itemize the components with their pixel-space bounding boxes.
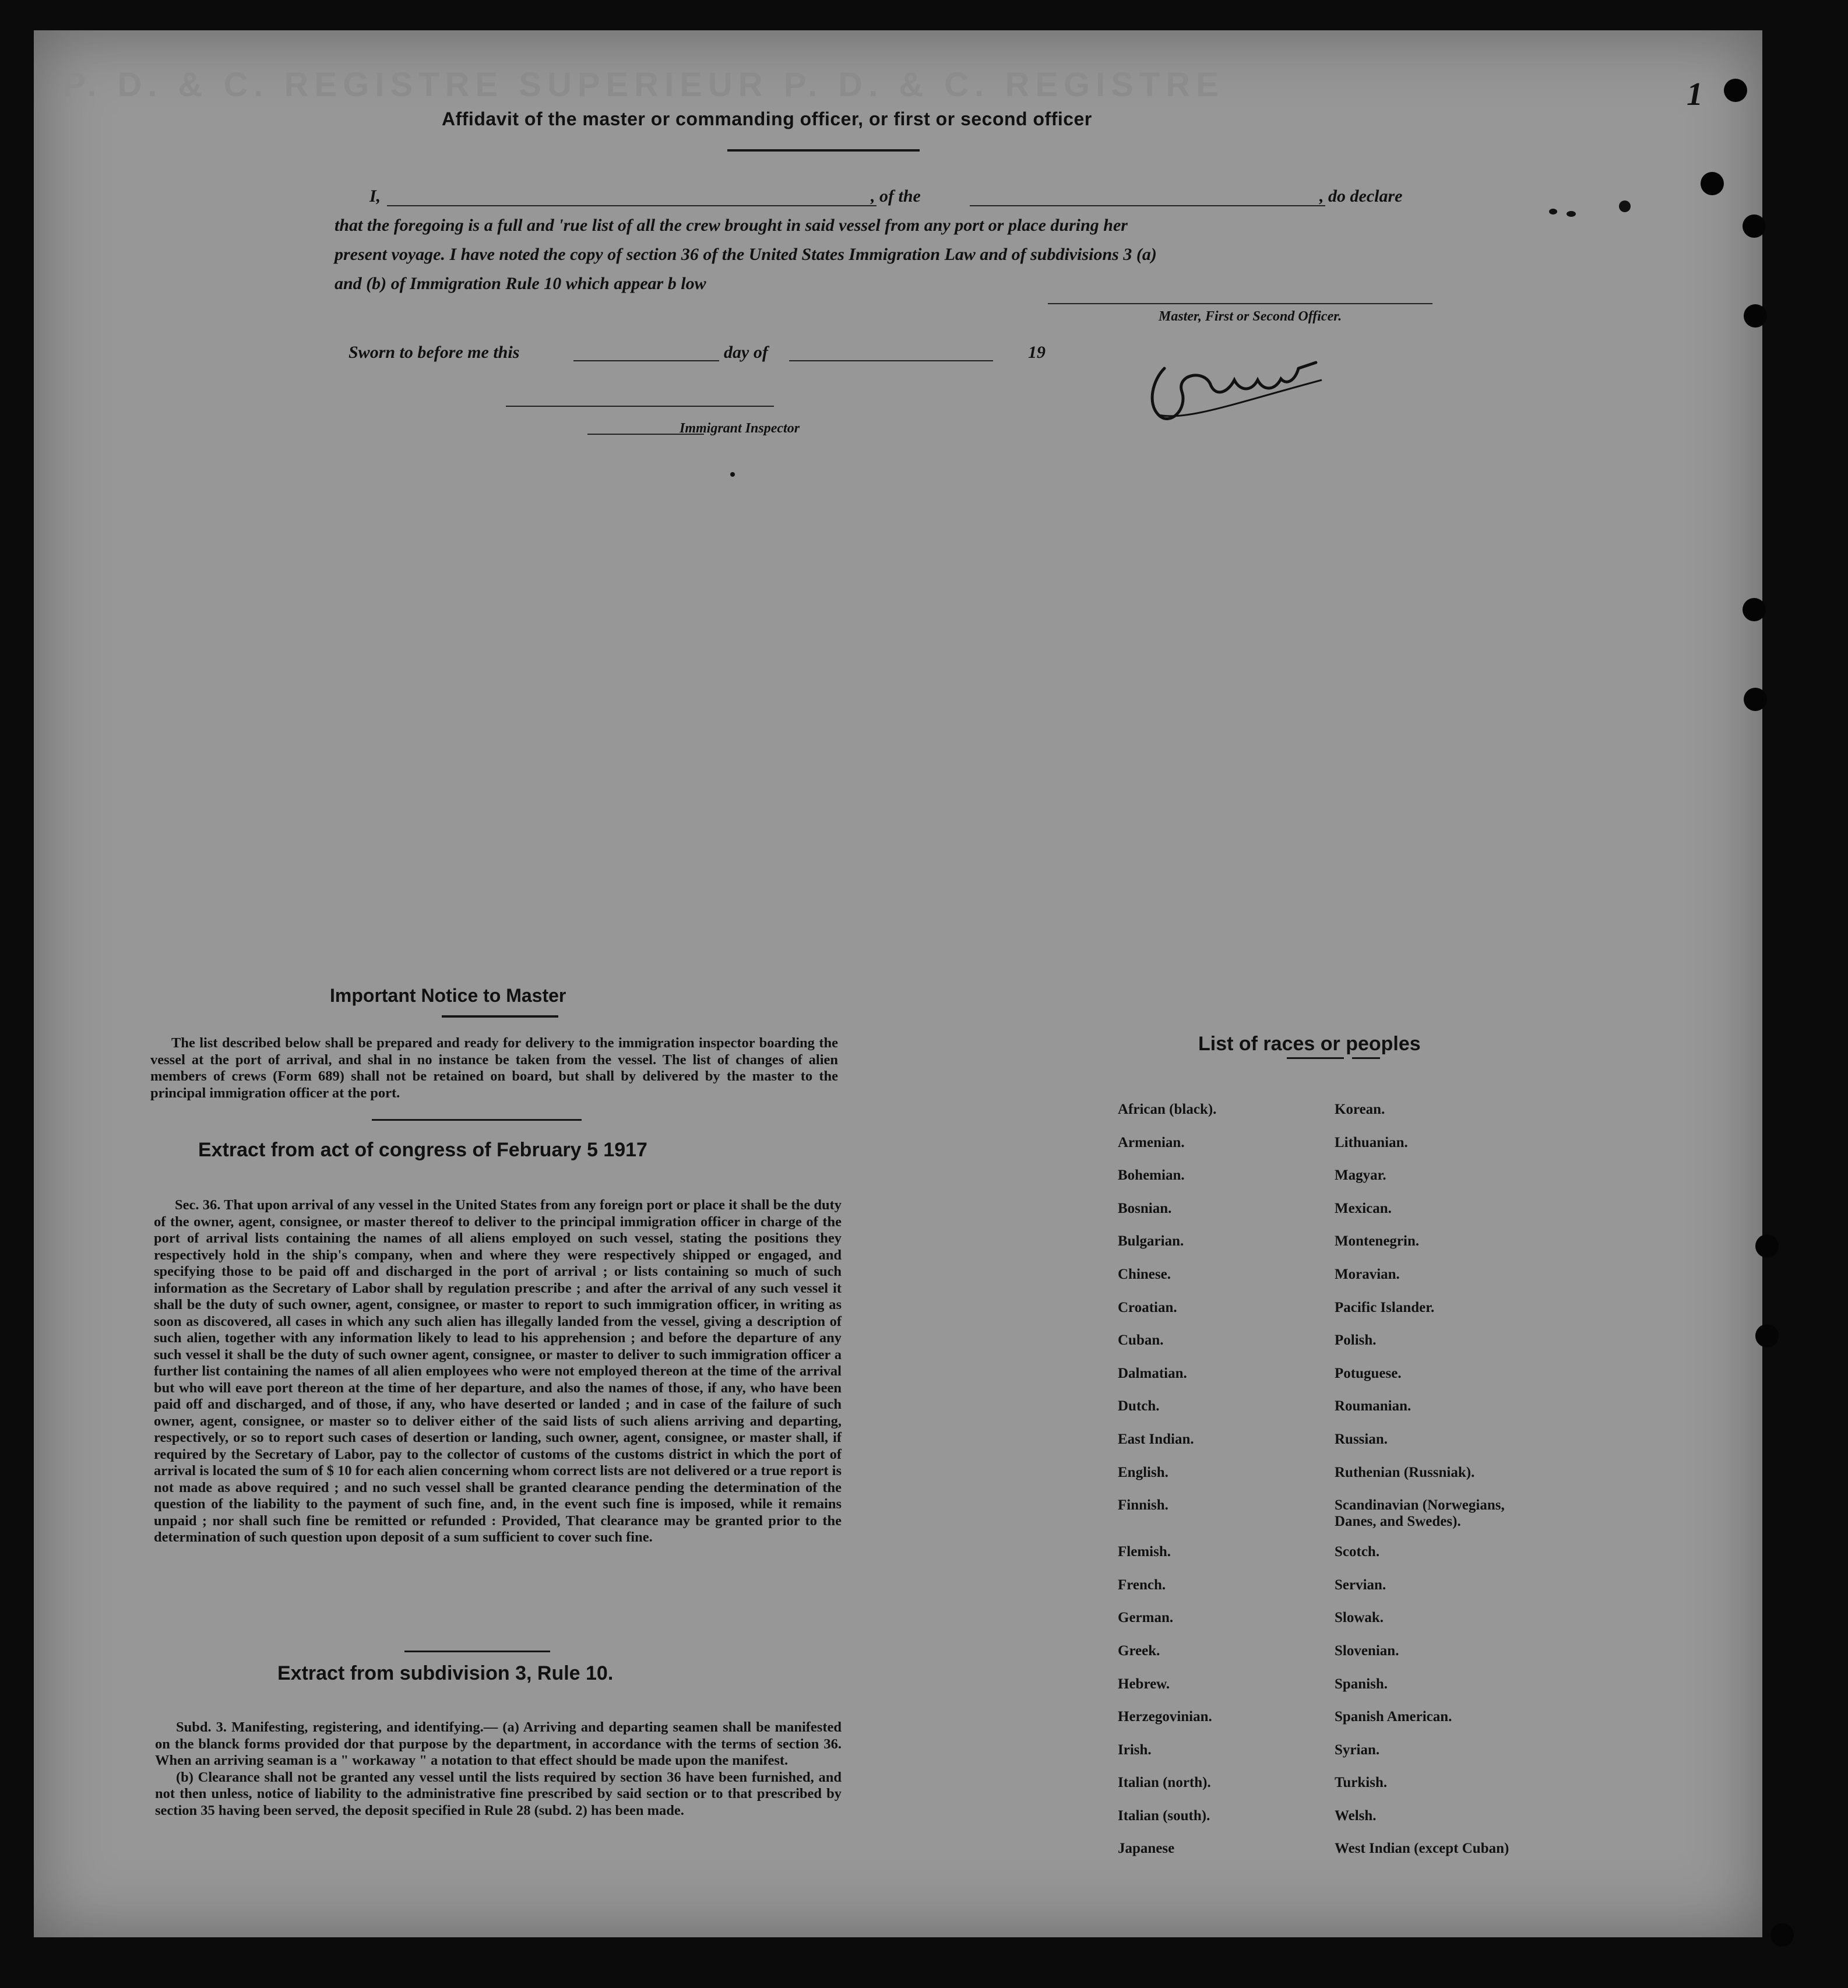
race-row — [1118, 1465, 1596, 1498]
affidavit-declare-label: , do declare — [1319, 187, 1403, 206]
race-right: Polish. — [1335, 1332, 1377, 1349]
rule-title: Extract from subdivision 3, Rule 10. — [277, 1662, 614, 1684]
race-right: Roumanian. — [1335, 1398, 1411, 1415]
race-right: Ruthenian (Russniak). — [1335, 1464, 1475, 1480]
race-left: Italian (south). — [1118, 1807, 1210, 1824]
act-paragraph: Sec. 36. That upon arrival of any vessel in the United States from any foreign port or place it shall be the duty of the owner, agent, consignee, or master thereof to deliver to the principal immigration officer in charge of the port of arrival lists containing the names of all aliens employed on such vessel, stating the positions they respectively hold in the ship's company, when and where they were respectively shipped or engaged, and specifying those to be paid off and discharged in the port of arrival ; or lists containing so much of such information as the Secretary of Labor shall by regulation prescribe ; and after the arrival of any such vessel it shall be the duty of such owner, agent, consignee, or master to report to such immigration officer, in writing as soon as discovered, all cases in which any such alien has illegally landed from the vessel, giving a description of such alien, together with any information likely to lead to his apprehension ; and before the departure of any such vessel it shall be the duty of such owner agent, consignee, or master to deliver to such immigration officer a further list containing the names of all alien employees who were not employed thereon at the time of the arrival but who will eave port thereon at the time of her departure, and also the names of those, if any, who have been paid off and discharged, and of those, if any, who have deserted or landed ; and in case of the failure of such owner, agent, consignee, or master so to deliver either of the said lists of such aliens arriving and departing, respectively, or so to report such cases of desertion or landing, such owner, agent, consignee, or master shall, if required by the Secretary of Labor, pay to the collector of customs of the customs district in which the port of arrival is located the sum of $ 10 for each alien concerning whom correct lists are not delivered or a true report is not made as above required ; and no such vessel shall be granted clearance pending the determination of the question of the liability to the payment of such fine, and, in the event such fine is imposed, while it remains unpaid ; nor shall such fine be remitted or refunded : Provided, That clearance may be granted prior to the determination of such question upon deposit of a sum sufficient to cover such fine. — [154, 1197, 842, 1545]
races-list — [1118, 1102, 1596, 1874]
race-right: Magyar. — [1335, 1167, 1386, 1184]
act-rule — [404, 1651, 550, 1652]
race-left: Cuban. — [1118, 1332, 1164, 1349]
race-left: Flemish. — [1118, 1544, 1171, 1560]
master-signature-line — [1048, 303, 1432, 304]
race-row — [1118, 1332, 1596, 1366]
race-right: Korean. — [1335, 1102, 1385, 1117]
race-right: Lithuanian. — [1335, 1134, 1408, 1150]
race-right: Scandinavian (Norwegians, Danes, and Swedes). — [1335, 1497, 1505, 1530]
race-row — [1118, 1577, 1596, 1610]
race-row — [1118, 1431, 1596, 1465]
punch-hole — [1743, 598, 1766, 621]
signature-text — [1194, 368, 1287, 409]
notice-title-rule — [442, 1015, 558, 1018]
races-title: List of races or peoples — [1198, 1033, 1421, 1055]
affidavit-of-the-label: , of the — [871, 187, 921, 206]
affidavit-line-1 — [335, 187, 1442, 210]
race-right: Turkish. — [1335, 1775, 1388, 1791]
race-left: Armenian. — [1118, 1134, 1185, 1150]
handwritten-signature — [1141, 345, 1333, 444]
race-right: Spanish. — [1335, 1676, 1388, 1692]
race-row — [1118, 1709, 1596, 1742]
rule-paragraph-b: (b) Clearance shall not be granted any vessel until the lists required by section 36 have been furnished, and not then unless, notice of liability to the administrative fine prescribed by said section or to that prescribed by section 35 having been served, the deposit specified in Rule 28 (subd. 2) has been made. — [155, 1769, 842, 1818]
inspector-signature-line — [506, 406, 774, 407]
race-right: Mexican. — [1335, 1200, 1392, 1216]
notice-title: Important Notice to Master — [330, 985, 566, 1006]
race-right: Montenegrin. — [1335, 1233, 1420, 1250]
ink-speck — [730, 472, 735, 477]
race-row — [1118, 1808, 1596, 1841]
race-left: African (black). — [1118, 1102, 1217, 1117]
race-right: Spanish American. — [1335, 1709, 1452, 1725]
race-right: Slovenian. — [1335, 1642, 1399, 1659]
punch-hole — [1755, 1234, 1779, 1258]
race-row — [1118, 1775, 1596, 1808]
manifest-page — [34, 30, 1762, 1937]
race-right: West Indian (except Cuban) — [1335, 1841, 1509, 1857]
ink-speck — [1549, 209, 1557, 214]
punch-hole — [1724, 79, 1747, 102]
race-left: Dalmatian. — [1118, 1365, 1187, 1381]
ink-speck — [1567, 211, 1576, 217]
punch-hole — [1770, 1923, 1794, 1947]
race-right: Russian. — [1335, 1431, 1388, 1447]
notice-text — [150, 1035, 838, 1102]
race-right: Scotch. — [1335, 1544, 1380, 1560]
master-label: Master, First or Second Officer. — [1159, 309, 1342, 324]
race-row — [1118, 1233, 1596, 1266]
race-row — [1118, 1398, 1596, 1431]
act-title: Extract from act of congress of February 5 1917 — [198, 1139, 647, 1161]
race-left: East Indian. — [1118, 1431, 1194, 1447]
race-left: Croatian. — [1118, 1299, 1177, 1315]
act-text — [154, 1197, 842, 1546]
race-left: Dutch. — [1118, 1398, 1160, 1415]
punch-hole — [1744, 688, 1767, 711]
race-row — [1118, 1201, 1596, 1234]
race-left: Finnish. — [1118, 1497, 1168, 1514]
race-row — [1118, 1497, 1596, 1544]
affidavit-line-2: that the foregoing is a full and 'rue list of all the crew brought in said vessel from any port or place during her — [335, 216, 1128, 235]
notice-paragraph: The list described below shall be prepared and ready for delivery to the immigration inspector boarding the vessel at the port of arrival, and shal in no instance be taken from the vessel. The list of changes of alien members of crews (Form 689) shall not be retained on board, but shall by delivered by the master to the principal immigration officer at the port. — [150, 1035, 838, 1101]
race-row — [1118, 1167, 1596, 1201]
race-left: Bulgarian. — [1118, 1233, 1184, 1250]
rule-text — [155, 1719, 842, 1819]
sworn-day-blank — [573, 360, 719, 361]
race-left: Bohemian. — [1118, 1167, 1185, 1184]
race-left: German. — [1118, 1610, 1174, 1626]
race-right: Moravian. — [1335, 1266, 1400, 1282]
punch-hole — [1743, 214, 1766, 238]
race-left: English. — [1118, 1464, 1168, 1480]
race-right: Pacific Islander. — [1335, 1299, 1435, 1315]
races-title-rule-2 — [1352, 1057, 1380, 1059]
affidavit-i-label: I, — [369, 187, 381, 206]
race-right: Slowak. — [1335, 1610, 1384, 1626]
race-left: Herzegovinian. — [1118, 1709, 1212, 1725]
sworn-line — [349, 343, 1106, 366]
inspector-label: Immigrant Inspector — [680, 421, 800, 436]
race-left: French. — [1118, 1577, 1166, 1593]
race-left: Japanese — [1118, 1841, 1175, 1857]
race-row — [1118, 1135, 1596, 1168]
punch-hole — [1744, 304, 1767, 328]
ink-speck — [1619, 200, 1631, 212]
bleed-through-text: P. D. & C. REGISTRE SUPERIEUR P. D. & C. REGISTRE — [63, 66, 1224, 104]
race-row — [1118, 1742, 1596, 1775]
race-row — [1118, 1366, 1596, 1399]
page-number: 1 — [1687, 76, 1703, 112]
year-prefix: 19 — [1028, 343, 1046, 362]
affidavit-title-rule — [727, 149, 920, 152]
punch-hole — [1755, 1324, 1779, 1347]
race-left: Bosnian. — [1118, 1200, 1172, 1216]
race-right: Potuguese. — [1335, 1365, 1402, 1381]
notice-rule — [372, 1119, 582, 1121]
race-row — [1118, 1300, 1596, 1333]
race-row — [1118, 1102, 1596, 1135]
race-row — [1118, 1676, 1596, 1709]
race-row — [1118, 1841, 1596, 1874]
sworn-month-blank — [789, 360, 993, 361]
race-row — [1118, 1610, 1596, 1643]
race-row — [1118, 1544, 1596, 1577]
races-title-rule-1 — [1287, 1057, 1344, 1059]
race-left: Italian (north). — [1118, 1775, 1211, 1791]
vessel-blank — [970, 205, 1325, 206]
race-row — [1118, 1643, 1596, 1676]
punch-hole — [1701, 172, 1724, 195]
race-left: Irish. — [1118, 1741, 1152, 1758]
race-right: Servian. — [1335, 1577, 1386, 1593]
race-left: Hebrew. — [1118, 1676, 1170, 1692]
race-right: Syrian. — [1335, 1741, 1380, 1758]
name-blank — [387, 205, 877, 206]
sworn-label: Sworn to before me this — [349, 343, 520, 362]
affidavit-title: Affidavit of the master or commanding officer, or first or second officer — [442, 108, 1092, 129]
race-row — [1118, 1266, 1596, 1300]
day-of-label: day of — [724, 343, 768, 362]
rule-paragraph-a: Subd. 3. Manifesting, registering, and identifying.— (a) Arriving and departing seamen shall be manifested on the blanck forms provided dor that purpose by the department, in accordance with the terms of section 36. When an arriving seaman is a " workaway " a notation to that effect should be made upon the manifest. — [155, 1719, 842, 1768]
affidavit-line-4: and (b) of Immigration Rule 10 which appear b low — [335, 274, 706, 293]
race-left: Chinese. — [1118, 1266, 1171, 1282]
affidavit-line-3: present voyage. I have noted the copy of section 36 of the United States Immigration Law and of subdivisions 3 (a) — [335, 245, 1157, 264]
race-right: Welsh. — [1335, 1807, 1377, 1824]
race-left: Greek. — [1118, 1642, 1160, 1659]
